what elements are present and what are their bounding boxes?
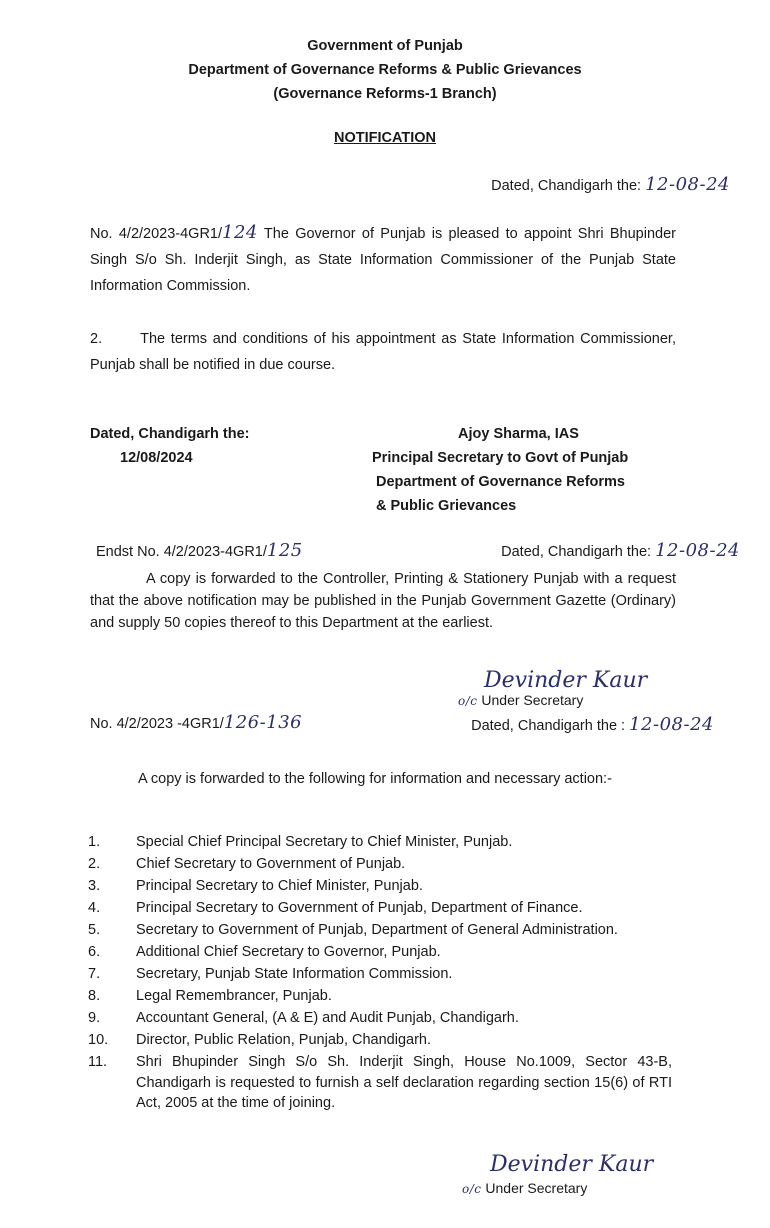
endst-dated-label: Dated, Chandigarh the: [501, 544, 652, 560]
endst2-dated [471, 714, 714, 735]
paragraph-1-text: The Governor of Punjab is pleased to appoint Shri Bhupinder Singh S/o Sh. Inderjit Singh, as State Information Commissioner of the Punjab State Information Commission. [90, 226, 676, 294]
list-item-text: Shri Bhupinder Singh S/o Sh. Inderjit Singh, House No.1009, Sector 43-B, Chandigarh is requested to furnish a self declaration regarding section 15(6) of RTI Act, 2005 at the time of joining. [136, 1054, 672, 1111]
endst-number-text: Endst No. 4/2/2023-4GR1/ [96, 544, 267, 560]
signature-devinder-kaur-final: Devinder Kaur [490, 1152, 654, 1177]
header-government: Government of Punjab [307, 38, 463, 54]
paragraph-2 [90, 326, 676, 378]
list-item-number: 8. [88, 988, 101, 1004]
list-item-number: 9. [88, 1010, 101, 1026]
oc-prefix-final: o/c [462, 1182, 482, 1196]
list-item [88, 832, 672, 853]
list-item-text: Secretary to Government of Punjab, Department of General Administration. [136, 922, 618, 938]
list-item [88, 898, 672, 919]
list-item [88, 1052, 672, 1114]
endst-number [96, 540, 303, 561]
notification-title: NOTIFICATION [333, 130, 437, 146]
under-secretary-label [458, 692, 583, 708]
under-secretary-label-final [462, 1180, 587, 1196]
signatory-department-2: & Public Grievances [376, 498, 517, 514]
paragraph-2-number: 2. [90, 331, 103, 347]
list-item-number: 7. [88, 966, 101, 982]
list-item [88, 986, 672, 1007]
list-item-text: Legal Remembrancer, Punjab. [136, 988, 332, 1004]
handwritten-date: 12-08-24 [645, 174, 730, 195]
notification-number: No. 4/2/2023-4GR1/ [90, 226, 223, 242]
header-branch: (Governance Reforms-1 Branch) [273, 86, 497, 102]
list-item-text: Special Chief Principal Secretary to Chief Minister, Punjab. [136, 834, 513, 850]
endst-dated [501, 540, 740, 561]
list-item-text: Accountant General, (A & E) and Audit Punjab, Chandigarh. [136, 1010, 519, 1026]
list-item [88, 854, 672, 875]
signature-devinder-kaur: Devinder Kaur [484, 668, 648, 693]
list-item-number: 11. [88, 1054, 108, 1070]
list-item-text: Principal Secretary to Chief Minister, Punjab. [136, 878, 423, 894]
under-secretary-title: Under Secretary [481, 692, 584, 708]
handwritten-endst2-date: 12-08-24 [629, 714, 714, 735]
signatory-department: Department of Governance Reforms [376, 474, 625, 490]
list-item [88, 1008, 672, 1029]
list-item-number: 6. [88, 944, 101, 960]
handwritten-endst-number: 125 [266, 540, 303, 561]
oc-prefix: o/c [458, 694, 478, 708]
under-secretary-title-final: Under Secretary [485, 1180, 588, 1196]
paragraph-2-text: The terms and conditions of his appointment as State Information Commissioner, Punjab shall be notified in due course. [90, 331, 676, 373]
list-item-text: Director, Public Relation, Punjab, Chandigarh. [136, 1032, 431, 1048]
endst-paragraph: A copy is forwarded to the Controller, Printing & Stationery Punjab with a request that the above notification may be published in the Punjab Government Gazette (Ordinary) and supply 50 copies thereof to this Department at the earliest. [90, 571, 676, 631]
endst2-dated-label: Dated, Chandigarh the : [471, 718, 626, 734]
sign-dated-value: 12/08/2024 [120, 450, 193, 466]
list-item-number: 4. [88, 900, 101, 916]
list-item [88, 876, 672, 897]
endst2-number [90, 712, 302, 733]
list-item-text: Secretary, Punjab State Information Commission. [136, 966, 453, 982]
list-item [88, 920, 672, 941]
recipient-list [88, 832, 672, 1115]
paragraph-1 [90, 220, 676, 299]
list-item-text: Chief Secretary to Government of Punjab. [136, 856, 406, 872]
signatory-name: Ajoy Sharma, IAS [458, 426, 579, 442]
list-item-text: Principal Secretary to Government of Punjab, Department of Finance. [136, 900, 583, 916]
endst2-paragraph: A copy is forwarded to the following for information and necessary action:- [138, 771, 612, 787]
dated-label: Dated, Chandigarh the: [491, 178, 642, 194]
dated-line-1 [491, 174, 730, 195]
signatory-designation: Principal Secretary to Govt of Punjab [372, 450, 629, 466]
list-item [88, 942, 672, 963]
handwritten-number: 124 [222, 222, 258, 243]
sign-dated-label: Dated, Chandigarh the: [90, 426, 250, 442]
list-item-number: 1. [88, 834, 101, 850]
endst2-number-text: No. 4/2/2023 -4GR1/ [90, 716, 224, 732]
header-department: Department of Governance Reforms & Public Grievances [188, 62, 582, 78]
handwritten-endst-date: 12-08-24 [655, 540, 740, 561]
handwritten-endst2-number: 126-136 [223, 712, 303, 733]
list-item-text: Additional Chief Secretary to Governor, Punjab. [136, 944, 441, 960]
list-item-number: 10. [88, 1032, 109, 1048]
list-item-number: 3. [88, 878, 101, 894]
list-item-number: 2. [88, 856, 101, 872]
list-item-number: 5. [88, 922, 101, 938]
list-item [88, 964, 672, 985]
list-item [88, 1030, 672, 1051]
